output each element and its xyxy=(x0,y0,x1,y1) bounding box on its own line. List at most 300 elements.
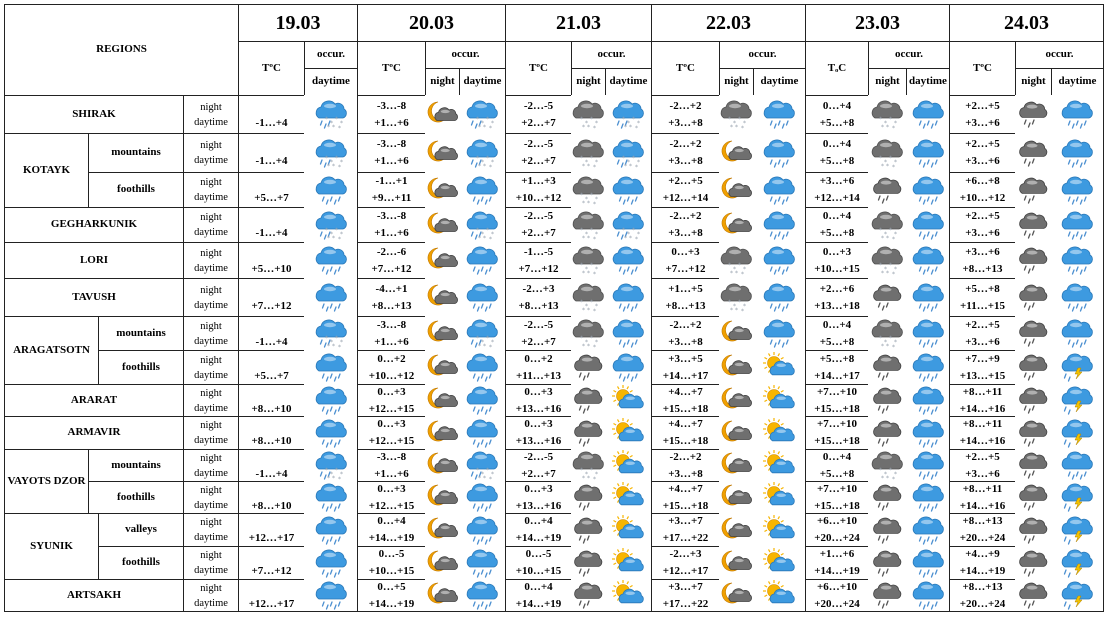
weather-icon-daytime xyxy=(605,242,651,278)
svg-text:*: * xyxy=(593,271,596,278)
daytime-label: daytime xyxy=(194,192,228,203)
night-label: night xyxy=(200,320,222,332)
svg-text:*: * xyxy=(894,471,897,478)
temperature-cell xyxy=(651,95,719,133)
temperature-cell xyxy=(949,242,1015,278)
temperature-cell xyxy=(949,172,1015,207)
snow-cloud-icon xyxy=(570,319,606,351)
temperature-cell xyxy=(651,416,719,449)
weather-icon-daytime xyxy=(906,207,949,242)
weather-icon-daytime xyxy=(605,278,651,316)
svg-text:*: * xyxy=(728,262,731,269)
temperature-cell xyxy=(357,316,425,350)
daytime-header-text: daytime xyxy=(760,75,799,88)
temperature-cell xyxy=(357,242,425,278)
temperature-cell xyxy=(505,384,571,416)
moon-cloud-icon xyxy=(424,516,460,544)
temp-header xyxy=(949,41,1015,95)
weather-icon-night xyxy=(1015,384,1051,416)
svg-text:*: * xyxy=(590,335,593,342)
weather-icon-daytime xyxy=(304,172,357,207)
rain-cloud-icon xyxy=(1059,176,1095,204)
rain-cloud-icon xyxy=(761,139,797,167)
night-daytime-label xyxy=(183,316,238,350)
temp-day: +8…+13 xyxy=(665,299,706,312)
subregion-name-text: foothills xyxy=(122,360,160,373)
temp-night: +1…+5 xyxy=(668,282,703,295)
snow-cloud-icon xyxy=(570,176,606,208)
temperature-cell xyxy=(805,133,868,172)
temp-day: +12…+17 xyxy=(248,597,295,610)
snow-cloud-icon xyxy=(869,100,905,132)
rain-cloud-icon xyxy=(313,246,349,274)
temp-day: +13…+18 xyxy=(814,299,860,312)
temp-day: +5…+7 xyxy=(254,192,289,204)
region-name xyxy=(4,513,98,579)
weather-icon-daytime xyxy=(605,350,651,384)
rain-cloud-icon xyxy=(910,319,946,347)
weather-icon-daytime xyxy=(753,278,805,316)
rain-cloud-icon xyxy=(313,353,349,381)
moon-cloud-icon xyxy=(718,176,754,204)
temp-day: +12…+17 xyxy=(662,565,709,577)
temp-day: +14…+19 xyxy=(515,532,562,544)
sun-cloud-icon xyxy=(761,483,797,511)
dark-cloud-icon xyxy=(1015,246,1051,274)
temperature-cell xyxy=(805,350,868,384)
temp-night: 0…+4 xyxy=(524,515,553,527)
moon-cloud-icon xyxy=(424,353,460,381)
temp-night: 0…+3 xyxy=(524,385,553,398)
weather-icon-daytime xyxy=(304,242,357,278)
weather-icon-daytime xyxy=(605,579,651,611)
svg-text:*: * xyxy=(582,475,585,482)
snow-cloud-icon xyxy=(718,283,754,315)
weather-icon-night xyxy=(425,278,459,316)
svg-text:*: * xyxy=(489,163,492,171)
rain-cloud-icon xyxy=(910,581,946,609)
date-header-text: 23.03 xyxy=(855,12,900,34)
weather-icon-daytime xyxy=(304,513,357,546)
occur-header xyxy=(571,41,651,68)
weather-icon-night xyxy=(571,416,605,449)
temperature-cell xyxy=(805,513,868,546)
svg-text:*: * xyxy=(879,154,882,162)
temp-night: 0…+5 xyxy=(377,580,406,593)
occur-header-text: occur. xyxy=(748,48,777,61)
svg-text:*: * xyxy=(329,471,333,478)
rain-cloud-icon xyxy=(313,483,349,511)
rain-cloud-icon xyxy=(910,246,946,274)
temperature-cell xyxy=(805,172,868,207)
region-name-text: ARARAT xyxy=(70,393,118,406)
night-daytime-label xyxy=(183,242,238,278)
weather-icon-night xyxy=(1015,579,1051,611)
snow-cloud-icon xyxy=(869,451,905,483)
daytime-header xyxy=(605,68,651,95)
svg-text:*: * xyxy=(738,299,741,306)
svg-text:*: * xyxy=(892,476,895,483)
temp-night: +3…+6 xyxy=(819,175,855,187)
dark-cloud-icon xyxy=(1015,549,1051,577)
temp-night: -2…+3 xyxy=(669,548,702,560)
occur-header xyxy=(868,41,949,68)
occur-header xyxy=(719,41,805,68)
temperature-cell xyxy=(238,207,304,242)
moon-cloud-icon xyxy=(718,319,754,347)
rain-cloud-icon xyxy=(464,176,500,204)
svg-text:*: * xyxy=(595,303,598,310)
rain-cloud-icon xyxy=(910,451,946,479)
temp-night: 0…+3 xyxy=(671,245,700,258)
temperature-cell xyxy=(805,316,868,350)
svg-text:*: * xyxy=(884,266,887,273)
occur-header-text: occur. xyxy=(894,48,923,61)
temperature-cell xyxy=(805,95,868,133)
weather-icon-daytime xyxy=(605,384,651,416)
svg-text:*: * xyxy=(889,335,892,342)
svg-text:*: * xyxy=(585,266,588,273)
temperature-cell xyxy=(505,546,571,579)
svg-text:*: * xyxy=(889,116,892,123)
temp-night: -3…-8 xyxy=(376,318,407,331)
svg-text:*: * xyxy=(738,116,741,123)
temp-night xyxy=(270,136,273,153)
svg-text:*: * xyxy=(491,158,494,166)
temp-day: +12…+17 xyxy=(248,532,295,544)
svg-text:*: * xyxy=(329,230,333,238)
night-daytime-label xyxy=(183,172,238,207)
temperature-cell xyxy=(651,172,719,207)
date-header xyxy=(949,4,1103,41)
sun-cloud-icon xyxy=(610,483,646,511)
moon-cloud-icon xyxy=(718,549,754,577)
weather-icon-night xyxy=(719,207,753,242)
temp-night: 0…+2 xyxy=(377,352,406,365)
rain-cloud-icon xyxy=(610,176,646,204)
night-header-text: night xyxy=(576,75,601,88)
moon-cloud-icon xyxy=(718,419,754,447)
temperature-cell xyxy=(651,449,719,481)
svg-text:*: * xyxy=(892,344,895,351)
moon-cloud-icon xyxy=(718,451,754,479)
svg-text:*: * xyxy=(728,116,731,123)
dark-cloud-icon xyxy=(570,419,606,447)
temperature-cell xyxy=(238,384,304,416)
temperature-cell xyxy=(238,350,304,384)
weather-icon-night xyxy=(1015,172,1051,207)
night-label: night xyxy=(200,101,222,113)
temp-day: +3…+8 xyxy=(668,155,703,167)
weather-icon-daytime xyxy=(1051,579,1103,611)
weather-icon-daytime xyxy=(304,384,357,416)
weather-icon-night xyxy=(1015,546,1051,579)
rain-cloud-icon xyxy=(1059,246,1095,274)
rain-cloud-icon xyxy=(464,483,500,511)
temp-night: 0…+3 xyxy=(377,418,406,430)
svg-text:*: * xyxy=(881,124,884,131)
temp-night: +6…+10 xyxy=(816,580,858,593)
svg-text:*: * xyxy=(582,234,585,242)
region-name xyxy=(4,95,183,133)
temp-night xyxy=(270,416,273,433)
weather-icon-daytime xyxy=(753,513,805,546)
weather-icon-daytime xyxy=(753,133,805,172)
weather-icon-night xyxy=(1015,513,1051,546)
temperature-cell xyxy=(357,133,425,172)
svg-text:*: * xyxy=(593,125,596,132)
weather-icon-night xyxy=(1015,481,1051,513)
moon-cloud-icon xyxy=(424,581,460,609)
weather-icon-night xyxy=(571,513,605,546)
dark-cloud-icon xyxy=(1015,100,1051,128)
svg-text:*: * xyxy=(339,339,343,346)
weather-icon-night xyxy=(571,579,605,611)
svg-text:*: * xyxy=(331,234,335,242)
temperature-cell xyxy=(357,546,425,579)
moon-cloud-icon xyxy=(424,319,460,347)
weather-icon-night xyxy=(425,416,459,449)
temp-night: -3…-8 xyxy=(376,210,407,222)
date-header xyxy=(357,4,505,41)
occur-header xyxy=(304,41,357,68)
temp-night: 0…+4 xyxy=(377,515,406,527)
date-header-text: 20.03 xyxy=(409,12,454,34)
svg-text:*: * xyxy=(339,471,343,478)
weather-icon-night xyxy=(425,316,459,350)
weather-icon-daytime xyxy=(605,449,651,481)
temp-header-text: TºC xyxy=(676,61,695,74)
svg-text:*: * xyxy=(339,158,343,166)
temp-night: +7…+10 xyxy=(816,418,858,430)
subregion-name xyxy=(98,350,183,384)
temp-day: +1…+6 xyxy=(374,227,409,239)
svg-text:*: * xyxy=(324,154,328,162)
svg-text:*: * xyxy=(326,475,330,482)
svg-text:*: * xyxy=(337,125,341,132)
temp-day: +1…+6 xyxy=(374,116,409,129)
weather-icon-daytime xyxy=(459,546,505,579)
weather-icon-daytime xyxy=(906,416,949,449)
temp-night: +8…+13 xyxy=(962,580,1003,593)
weather-icon-night xyxy=(868,133,906,172)
temp-day: +7…+12 xyxy=(665,262,706,275)
rain-cloud-icon xyxy=(464,516,500,544)
night-label: night xyxy=(200,550,222,561)
date-header-text: 22.03 xyxy=(706,12,751,34)
temp-night: +1…+3 xyxy=(521,175,556,187)
rain-cloud-icon xyxy=(761,176,797,204)
daytime-label: daytime xyxy=(194,116,228,128)
rain-cloud-icon xyxy=(1059,451,1095,479)
daytime-label: daytime xyxy=(194,499,228,511)
temp-night xyxy=(270,244,273,261)
svg-text:*: * xyxy=(580,262,583,269)
temp-night: -2…-5 xyxy=(523,318,554,331)
temperature-cell xyxy=(505,416,571,449)
daytime-header-text: daytime xyxy=(463,75,502,88)
moon-cloud-icon xyxy=(718,211,754,239)
svg-text:*: * xyxy=(326,343,330,350)
weather-icon-night xyxy=(425,172,459,207)
temp-day: -1…+4 xyxy=(255,227,288,239)
temp-day: +15…+18 xyxy=(814,499,860,512)
weather-icon-daytime xyxy=(459,513,505,546)
weather-icon-night xyxy=(571,172,605,207)
weather-icon-daytime xyxy=(753,316,805,350)
weather-icon-night xyxy=(868,449,906,481)
svg-text:*: * xyxy=(635,125,638,132)
temp-day: +14…+16 xyxy=(959,435,1006,447)
temperature-cell xyxy=(949,416,1015,449)
rain-cloud-icon xyxy=(761,319,797,347)
svg-text:*: * xyxy=(889,467,892,474)
weather-icon-night xyxy=(868,242,906,278)
weather-icon-night xyxy=(425,242,459,278)
temp-night: +2…+5 xyxy=(965,99,1000,112)
temp-day: +5…+8 xyxy=(819,227,855,239)
weather-icon-daytime xyxy=(1051,449,1103,481)
region-name-text: SHIRAK xyxy=(72,107,116,120)
temp-day: +3…+8 xyxy=(668,467,703,480)
weather-icon-night xyxy=(425,449,459,481)
svg-text:*: * xyxy=(884,339,887,346)
occur-header-text: occur. xyxy=(597,48,626,61)
svg-text:*: * xyxy=(582,270,585,277)
temp-night: +8…+11 xyxy=(962,482,1003,495)
rain-cloud-icon xyxy=(1059,283,1095,311)
daytime-header xyxy=(1051,68,1103,95)
daytime-label: daytime xyxy=(194,262,228,274)
night-label: night xyxy=(200,247,222,259)
temp-day: +1…+6 xyxy=(374,335,409,348)
temp-day: +5…+8 xyxy=(819,335,855,348)
svg-text:*: * xyxy=(730,124,733,131)
dark-cloud-icon xyxy=(570,483,606,511)
temp-day: +10…+12 xyxy=(515,192,562,204)
temp-night: 0…+3 xyxy=(524,418,553,430)
dark-cloud-icon xyxy=(869,353,905,381)
temp-night: -2…+2 xyxy=(669,450,702,463)
temp-night xyxy=(270,579,273,596)
rain-cloud-icon xyxy=(464,581,500,609)
night-header-text: night xyxy=(430,75,455,88)
svg-text:*: * xyxy=(595,158,598,166)
date-header xyxy=(505,4,651,41)
svg-text:*: * xyxy=(637,120,640,127)
weather-icon-night xyxy=(571,384,605,416)
temp-night xyxy=(270,317,273,334)
subregion-name-text: foothills xyxy=(122,556,160,569)
daytime-label: daytime xyxy=(194,299,228,311)
weather-icon-daytime xyxy=(1051,316,1103,350)
svg-text:*: * xyxy=(483,475,486,482)
rain-snow-icon xyxy=(464,211,500,243)
temperature-cell xyxy=(949,133,1015,172)
svg-text:*: * xyxy=(595,120,598,127)
temp-header-text: TºC xyxy=(529,61,548,74)
weather-icon-daytime xyxy=(605,546,651,579)
weather-icon-night xyxy=(425,481,459,513)
weather-icon-night xyxy=(571,133,605,172)
rain-cloud-icon xyxy=(313,516,349,544)
weather-icon-daytime xyxy=(459,416,505,449)
temp-day: +13…+16 xyxy=(515,435,562,447)
temp-day: +5…+8 xyxy=(819,467,855,480)
svg-text:*: * xyxy=(580,335,583,342)
temp-day: -1…+4 xyxy=(255,335,288,348)
temp-day: +1…+6 xyxy=(374,467,409,480)
snow-cloud-icon xyxy=(570,246,606,278)
svg-text:*: * xyxy=(590,226,593,234)
temp-day: +5…+8 xyxy=(819,116,855,129)
weather-icon-daytime xyxy=(906,172,949,207)
svg-text:*: * xyxy=(593,200,596,208)
dark-cloud-icon xyxy=(1015,283,1051,311)
weather-icon-daytime xyxy=(304,546,357,579)
rain-cloud-icon xyxy=(1059,100,1095,128)
svg-text:*: * xyxy=(582,199,585,207)
temp-night: +7…+10 xyxy=(816,482,858,495)
svg-text:*: * xyxy=(489,125,492,132)
weather-icon-night xyxy=(571,242,605,278)
temp-day: +10…+15 xyxy=(368,565,415,577)
temperature-cell xyxy=(238,579,304,611)
svg-text:*: * xyxy=(886,270,889,277)
sun-cloud-icon xyxy=(761,516,797,544)
night-daytime-label xyxy=(183,449,238,481)
temp-day: +1…+6 xyxy=(374,155,409,167)
temp-day: +8…+10 xyxy=(251,402,292,415)
weather-icon-night xyxy=(425,579,459,611)
dark-cloud-icon xyxy=(1015,176,1051,204)
temp-night: +6…+8 xyxy=(965,175,1000,187)
svg-text:*: * xyxy=(337,235,341,243)
snow-cloud-icon xyxy=(869,211,905,243)
night-label: night xyxy=(200,177,222,188)
weather-icon-daytime xyxy=(1051,133,1103,172)
temp-night: +7…+10 xyxy=(816,385,858,398)
weather-icon-daytime xyxy=(459,133,505,172)
temp-day: +15…+18 xyxy=(662,402,709,415)
weather-icon-daytime xyxy=(605,513,651,546)
temp-night xyxy=(270,546,273,563)
weather-icon-night xyxy=(425,133,459,172)
svg-text:*: * xyxy=(884,120,887,127)
svg-text:*: * xyxy=(886,162,889,170)
weather-icon-daytime xyxy=(1051,416,1103,449)
temp-night: +2…+5 xyxy=(668,175,703,187)
svg-text:*: * xyxy=(632,154,635,162)
night-header xyxy=(571,68,605,95)
svg-text:*: * xyxy=(730,307,733,314)
rain-cloud-icon xyxy=(464,419,500,447)
weather-icon-daytime xyxy=(1051,350,1103,384)
rain-cloud-icon xyxy=(1059,139,1095,167)
rain-cloud-icon xyxy=(761,211,797,239)
temp-day: +10…+12 xyxy=(368,369,415,382)
night-daytime-label xyxy=(183,416,238,449)
rain-cloud-icon xyxy=(910,211,946,239)
temp-header xyxy=(805,41,868,95)
weather-icon-daytime xyxy=(605,481,651,513)
svg-text:*: * xyxy=(337,344,341,351)
temp-day: +2…+7 xyxy=(521,467,556,480)
rain-cloud-icon xyxy=(610,246,646,274)
snow-cloud-icon xyxy=(718,100,754,132)
dark-cloud-icon xyxy=(1015,419,1051,447)
svg-text:*: * xyxy=(884,230,887,238)
